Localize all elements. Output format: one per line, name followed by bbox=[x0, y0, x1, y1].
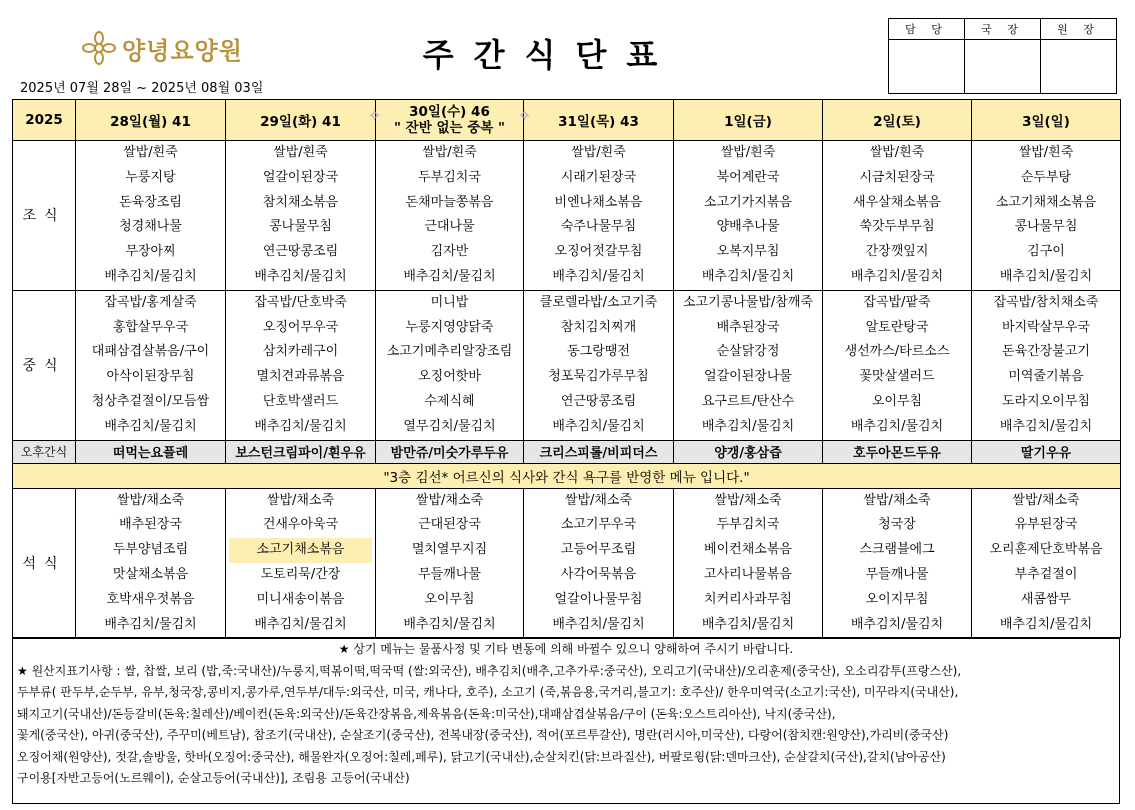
note-line: ★ 원산지표기사항 : 쌀, 찹쌀, 보리 (밥,죽:국내산)/누룽지,떡볶이떡,떡국떡 (쌀:외국산), 배추김치(배추,고추가루:중국산), 오리고기(국내산)/오리훈제(중국산), 오소리감투(프랑스산), bbox=[17, 663, 962, 678]
approval-label-director: 국 장 bbox=[965, 19, 1041, 40]
approval-sign-head[interactable] bbox=[1041, 40, 1117, 94]
approval-sign-staff[interactable] bbox=[889, 40, 965, 94]
menu-item: 근대된장국 bbox=[418, 517, 481, 533]
dinner-cell-day-2 bbox=[376, 488, 524, 638]
day-header-1: 29일(화) 41 bbox=[226, 100, 376, 141]
dinner-cell-day-4 bbox=[674, 488, 823, 638]
menu-item: 무들깨나물 bbox=[418, 566, 481, 582]
menu-item: 아삭이된장무침 bbox=[106, 369, 195, 385]
menu-item: 미니밥 bbox=[430, 294, 469, 310]
menu-item: 김자반 bbox=[430, 244, 469, 260]
lunch-cell-day-2 bbox=[376, 290, 524, 440]
sparkle-icon: ✧ bbox=[517, 106, 531, 125]
lunch-cell-day-3 bbox=[524, 290, 674, 440]
menu-item: 소고기무우국 bbox=[560, 517, 637, 533]
menu-item: 쌀밥/채소죽 bbox=[564, 492, 633, 508]
menu-item: 소고기메추리알장조림 bbox=[386, 344, 513, 360]
menu-item: 미니새송이볶음 bbox=[256, 591, 345, 607]
menu-item: 호박새우젓볶음 bbox=[106, 591, 195, 607]
menu-item: 순두부탕 bbox=[1020, 169, 1072, 185]
menu-item: 두부김치국 bbox=[418, 169, 481, 185]
menu-item: 얼갈이된장국 bbox=[262, 169, 339, 185]
note-line: 구이용[자반고등어(노르웨이), 순살고등어(국내산)], 조림용 고등어(국내산) bbox=[17, 771, 410, 785]
menu-item: 멸치견과류볶음 bbox=[256, 369, 345, 385]
menu-item: 오복지무침 bbox=[716, 244, 780, 260]
note-line: 돼지고기(국내산)/돈등갈비(돈육:칠레산)/베이컨(돈육:외국산)/돈육간장볶음,제육볶음(돈육:미국산),대패삼겹살볶음/구이 (돈육:오스트리아산), 낙지(중국산), bbox=[17, 706, 836, 721]
snack-cell-day-3: 크리스피롤/비피더스 bbox=[524, 440, 674, 463]
menu-item: 배추김치/물김치 bbox=[104, 418, 197, 434]
menu-item: 대패삼겹살볶음/구이 bbox=[91, 344, 210, 360]
dinner-cell-day-1 bbox=[226, 488, 376, 638]
menu-item: 오징어핫바 bbox=[418, 369, 481, 385]
day-label: 30일(수) 46 bbox=[409, 104, 490, 120]
snack-cell-day-1: 보스턴크림파이/흰우유 bbox=[226, 440, 376, 463]
menu-item: 쌀밥/채소죽 bbox=[1012, 492, 1080, 508]
menu-item: 배추김치/물김치 bbox=[552, 616, 645, 632]
day-header-0: 28일(월) 41 bbox=[76, 100, 226, 141]
note-line: 오징어채(원양산), 젓갈,솔방울, 핫바(오징어:중국산), 해물완자(오징어:칠레,페루), 닭고기(국내산),순살치킨(닭:브라질산), 버팔로윙(닭:덴마크산), 순살갈치(국산),갈치(남아공산) bbox=[17, 749, 946, 764]
menu-item: 삼치카레구이 bbox=[262, 344, 339, 360]
menu-item: 배추김치/물김치 bbox=[254, 418, 347, 434]
note-line: ★ 상기 메뉴는 물품사정 및 기타 변동에 의해 바뀔수 있으니 양해하여 주시기 바랍니다. bbox=[338, 642, 794, 656]
flower-logo-icon bbox=[82, 31, 116, 65]
menu-item: 알토란탕국 bbox=[865, 319, 929, 335]
menu-item: 무장아찌 bbox=[125, 244, 176, 260]
menu-item: 숙주나물무침 bbox=[560, 219, 637, 235]
menu-item: 쌀밥/채소죽 bbox=[116, 492, 185, 508]
logo bbox=[82, 30, 243, 66]
menu-item: 오이무침 bbox=[871, 393, 923, 409]
menu-item: 동그랑땡전 bbox=[567, 344, 630, 360]
menu-item: 배추김치/물김치 bbox=[701, 616, 795, 632]
menu-item: 수제식혜 bbox=[424, 393, 475, 409]
menu-item: 쌀밥/채소죽 bbox=[415, 492, 484, 508]
day-header-5: 2일(토) bbox=[823, 100, 972, 141]
snack-label: 오후간식 bbox=[13, 440, 76, 463]
menu-item: 사각어묵볶음 bbox=[560, 566, 637, 582]
menu-item: 김구이 bbox=[1027, 244, 1065, 260]
menu-item: 쌀밥/흰죽 bbox=[422, 145, 477, 160]
menu-item: 배추김치/물김치 bbox=[999, 418, 1093, 434]
menu-item: 부추겉절이 bbox=[1014, 566, 1078, 582]
menu-item: 쌀밥/채소죽 bbox=[266, 492, 335, 508]
menu-item: 돈채마늘쫑볶음 bbox=[405, 194, 494, 210]
menu-item: 근대나물 bbox=[424, 219, 475, 235]
menu-item: 연근땅콩조림 bbox=[262, 244, 339, 260]
lunch-cell-day-5 bbox=[823, 290, 972, 440]
breakfast-cell-day-5 bbox=[823, 141, 972, 291]
menu-item: 열무김치/물김치 bbox=[403, 418, 496, 434]
lunch-cell-day-0 bbox=[76, 290, 226, 440]
menu-item: 순살닭강정 bbox=[716, 344, 780, 360]
menu-item: 쌀밥/흰죽 bbox=[273, 145, 328, 160]
menu-item: 배추김치/물김치 bbox=[999, 616, 1093, 632]
menu-item: 배추김치/물김치 bbox=[850, 418, 944, 434]
menu-item: 콩나물무침 bbox=[269, 219, 332, 235]
menu-item: 청국장 bbox=[878, 517, 916, 533]
day-header-2 bbox=[368, 100, 531, 141]
menu-item: 고등어무조림 bbox=[560, 542, 637, 558]
menu-item: 쌀밥/흰죽 bbox=[1018, 145, 1074, 160]
lunch-cell-day-1 bbox=[226, 290, 376, 440]
note-line: 꽃게(중국산), 아귀(중국산), 주꾸미(베트남), 참조기(국내산), 순살조기(중국산), 전복내장(중국산), 적어(포르투갈산), 명란(러시아,미국산), 다랑어(참치캔:원양산),가리비(중국산) bbox=[17, 728, 949, 742]
dinner-cell-day-3 bbox=[524, 488, 674, 638]
breakfast-label: 조식 bbox=[13, 141, 76, 291]
dinner-cell-day-0 bbox=[76, 488, 226, 638]
menu-item: 배추김치/물김치 bbox=[850, 616, 944, 632]
menu-item: 꽃맛살샐러드 bbox=[859, 369, 935, 385]
snack-cell-day-6: 딸기우유 bbox=[972, 440, 1121, 463]
menu-item: 비엔나채소볶음 bbox=[554, 194, 643, 210]
menu-item: 잡곡밥/단호박죽 bbox=[254, 294, 347, 310]
notice-banner: "3층 김선* 어르신의 식사와 간식 욕구를 반영한 메뉴 입니다." bbox=[13, 463, 1121, 488]
menu-item: 참치김치찌개 bbox=[560, 319, 637, 335]
menu-item: 오이지무침 bbox=[865, 591, 929, 607]
snack-cell-day-2: 밤만쥬/미숫가루두유 bbox=[376, 440, 524, 463]
menu-item: 쌀밥/흰죽 bbox=[571, 145, 626, 160]
menu-item: 연근땅콩조림 bbox=[560, 393, 637, 409]
lunch-cell-day-4 bbox=[674, 290, 823, 440]
sparkle-icon: ✧ bbox=[368, 106, 382, 125]
menu-item: 오리훈제단호박볶음 bbox=[989, 542, 1103, 558]
menu-item: 건새우아욱국 bbox=[262, 517, 339, 533]
menu-item: 배추된장국 bbox=[716, 319, 780, 335]
breakfast-cell-day-6 bbox=[972, 141, 1121, 291]
approval-label-staff: 담 당 bbox=[889, 19, 965, 40]
menu-item: 돈육간장불고기 bbox=[1002, 344, 1090, 360]
breakfast-cell-day-2 bbox=[376, 141, 524, 291]
menu-item: 콩나물무침 bbox=[1014, 219, 1078, 235]
snack-cell-day-5: 호두아몬드두유 bbox=[823, 440, 972, 463]
breakfast-cell-day-0 bbox=[76, 141, 226, 291]
menu-item: 쑥갓두부무침 bbox=[859, 219, 935, 235]
dinner-cell-day-5 bbox=[823, 488, 972, 638]
menu-item: 청상추겉절이/모듬쌈 bbox=[91, 393, 210, 409]
menu-item: 도라지오이무침 bbox=[1002, 393, 1090, 409]
approval-label-head: 원 장 bbox=[1041, 19, 1117, 40]
menu-item: 배추된장국 bbox=[119, 517, 182, 533]
breakfast-cell-day-1 bbox=[226, 141, 376, 291]
menu-item: 간장깻잎지 bbox=[865, 244, 929, 260]
breakfast-cell-day-3 bbox=[524, 141, 674, 291]
menu-item: 배추김치/물김치 bbox=[403, 268, 496, 284]
menu-item: 시래기된장국 bbox=[560, 169, 637, 185]
approval-sign-director[interactable] bbox=[965, 40, 1041, 94]
menu-item: 돈육장조림 bbox=[119, 194, 182, 210]
menu-item: 참치채소볶음 bbox=[262, 194, 339, 210]
approval-box bbox=[888, 18, 1117, 94]
menu-item: 배추김치/물김치 bbox=[254, 616, 347, 632]
menu-item: 배추김치/물김치 bbox=[999, 268, 1093, 284]
menu-item: 잡곡밥/홍게살죽 bbox=[104, 294, 197, 310]
notes-box bbox=[12, 638, 1120, 804]
menu-item: 얼갈이된장나물 bbox=[704, 369, 792, 385]
note-line: 두부류( 판두부,순두부, 유부,청국장,콩비지,콩가루,연두부/대두:외국산, 미국, 캐나다, 호주), 소고기 (죽,볶음용,국거리,불고기: 호주산)/ 한우미역국(소고기:국산), 미꾸라지(국내산), bbox=[17, 685, 959, 699]
menu-item: 배추김치/물김치 bbox=[104, 616, 197, 632]
menu-item: 요구르트/탄산수 bbox=[701, 393, 795, 409]
page-title: 주간식단표 bbox=[422, 36, 678, 74]
date-range: 2025년 07월 28일 ~ 2025년 08월 03일 bbox=[20, 81, 264, 96]
menu-item: 멸치열무지짐 bbox=[411, 542, 488, 558]
snack-cell-day-4: 양갱/홍삼즙 bbox=[674, 440, 823, 463]
menu-item: 쌀밥/채소죽 bbox=[714, 492, 782, 508]
lunch-cell-day-6 bbox=[972, 290, 1121, 440]
menu-item: 오이무침 bbox=[424, 591, 475, 607]
menu-item: 배추김치/물김치 bbox=[552, 418, 645, 434]
menu-item: 소고기채소볶음 bbox=[229, 538, 372, 563]
menu-item: 무들깨나물 bbox=[865, 566, 929, 582]
day-header-3: 31일(목) 43 bbox=[524, 100, 674, 141]
menu-item: 배추김치/물김치 bbox=[701, 268, 795, 284]
menu-item: 오징어무우국 bbox=[262, 319, 339, 335]
menu-item: 두부김치국 bbox=[716, 517, 780, 533]
dinner-cell-day-6 bbox=[972, 488, 1121, 638]
menu-item: 배추김치/물김치 bbox=[701, 418, 795, 434]
menu-item: 쌀밥/흰죽 bbox=[869, 145, 925, 160]
special-day-header bbox=[368, 104, 531, 136]
logo-text: 양녕요양원 bbox=[122, 36, 243, 65]
menu-item: 오징어젓갈무침 bbox=[554, 244, 643, 260]
menu-item: 바지락살무우국 bbox=[1002, 319, 1090, 335]
menu-item: 얼갈이나물무침 bbox=[554, 591, 643, 607]
menu-item: 맛살채소볶음 bbox=[112, 566, 189, 582]
menu-item: 청포묵김가루무침 bbox=[548, 369, 649, 385]
weekly-menu-table bbox=[12, 99, 1121, 638]
menu-item: 시금치된장국 bbox=[859, 169, 935, 185]
snack-cell-day-0: 떠먹는요플레 bbox=[76, 440, 226, 463]
menu-item: 소고기콩나물밥/참깨죽 bbox=[683, 294, 813, 310]
menu-item: 북어계란국 bbox=[716, 169, 780, 185]
dinner-label: 석식 bbox=[13, 488, 76, 638]
lunch-label: 중식 bbox=[13, 290, 76, 440]
day-sublabel: " 잔반 없는 중복 " bbox=[393, 120, 506, 136]
menu-item: 누룽지탕 bbox=[125, 169, 176, 185]
menu-item: 새우살채소볶음 bbox=[853, 194, 941, 210]
menu-item: 양배추나물 bbox=[716, 219, 780, 235]
menu-item: 생선까스/타르소스 bbox=[844, 344, 950, 360]
menu-item: 고사리나물볶음 bbox=[704, 566, 792, 582]
menu-item: 잡곡밥/참치채소죽 bbox=[993, 294, 1099, 310]
year-cell: 2025 bbox=[13, 100, 76, 141]
menu-item: 소고기가지볶음 bbox=[704, 194, 792, 210]
menu-item: 쌀밥/채소죽 bbox=[863, 492, 931, 508]
menu-item: 쌀밥/흰죽 bbox=[720, 145, 776, 160]
menu-item: 치커리사과무침 bbox=[704, 591, 792, 607]
menu-item: 배추김치/물김치 bbox=[403, 616, 496, 632]
day-header-6: 3일(일) bbox=[972, 100, 1121, 141]
menu-item: 배추김치/물김치 bbox=[104, 268, 197, 284]
menu-item: 클로렐라밥/소고기죽 bbox=[539, 294, 658, 310]
menu-item: 단호박샐러드 bbox=[262, 393, 339, 409]
menu-item: 새콤쌈무 bbox=[1020, 591, 1072, 607]
menu-item: 스크램블에그 bbox=[859, 542, 935, 558]
menu-item: 잡곡밥/팥죽 bbox=[863, 294, 931, 310]
menu-item: 배추김치/물김치 bbox=[254, 268, 347, 284]
menu-item: 소고기채채소볶음 bbox=[995, 194, 1097, 210]
menu-item: 미역줄기볶음 bbox=[1008, 369, 1084, 385]
menu-item: 베이컨채소볶음 bbox=[704, 542, 792, 558]
day-header-4: 1일(금) bbox=[674, 100, 823, 141]
menu-item: 배추김치/물김치 bbox=[850, 268, 944, 284]
menu-item: 누룽지영양닭죽 bbox=[405, 319, 494, 335]
menu-item: 도토리묵/간장 bbox=[260, 566, 341, 582]
menu-item: 배추김치/물김치 bbox=[552, 268, 645, 284]
menu-item: 쌀밥/흰죽 bbox=[123, 145, 178, 160]
breakfast-cell-day-4 bbox=[674, 141, 823, 291]
menu-item: 유부된장국 bbox=[1014, 517, 1078, 533]
menu-item: 청경채나물 bbox=[119, 219, 182, 235]
menu-item: 홍합살무우국 bbox=[112, 319, 189, 335]
menu-item: 두부양념조림 bbox=[112, 542, 189, 558]
